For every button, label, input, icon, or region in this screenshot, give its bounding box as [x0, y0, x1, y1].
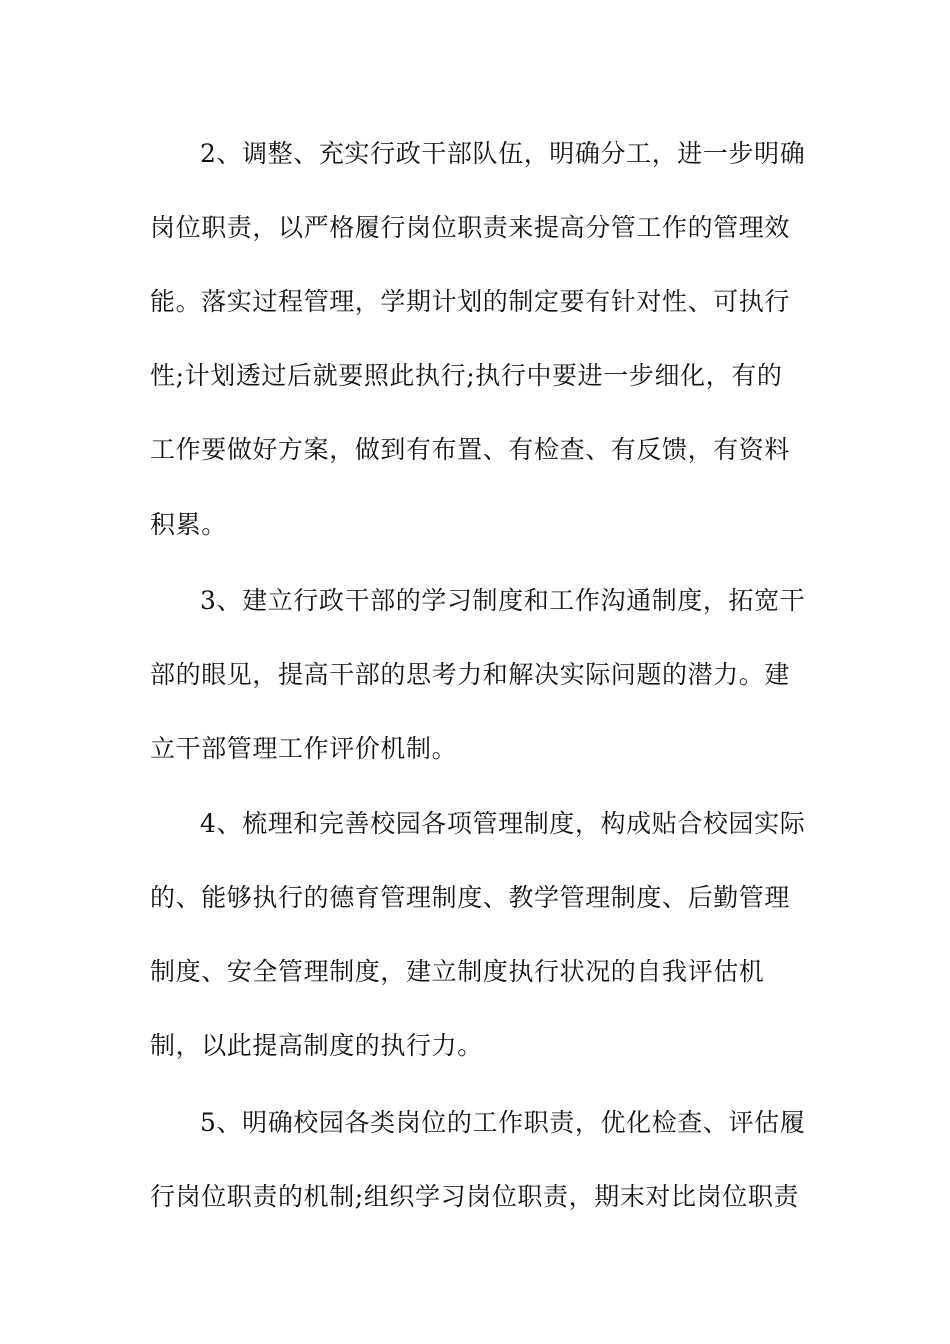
paragraph-2-line-6: 积累。 [150, 510, 227, 539]
paragraph-3-line-3: 立干部管理工作评价机制。 [150, 734, 458, 763]
paragraph-4-line-3: 制度、安全管理制度，建立制度执行状况的自我评估机 [150, 957, 765, 986]
paragraph-3-line-1: 3、建立行政干部的学习制度和工作沟通制度，拓宽干 [200, 586, 806, 615]
paragraph-4-line-4: 制，以此提高制度的执行力。 [150, 1031, 483, 1060]
paragraph-2-line-5: 工作要做好方案，做到有布置、有检查、有反馈，有资料 [150, 435, 791, 464]
paragraph-5-line-1: 5、明确校园各类岗位的工作职责，优化检查、评估履 [200, 1108, 806, 1137]
paragraph-2-line-1: 2、调整、充实行政干部队伍，明确分工，进一步明确 [200, 139, 806, 168]
paragraph-4-line-1: 4、梳理和完善校园各项管理制度，构成贴合校园实际 [200, 809, 806, 838]
paragraph-3-line-2: 部的眼见，提高干部的思考力和解决实际问题的潜力。建 [150, 660, 791, 689]
paragraph-5-line-2: 行岗位职责的机制;组织学习岗位职责，期末对比岗位职责 [150, 1182, 800, 1211]
paragraph-2-line-2: 岗位职责，以严格履行岗位职责来提高分管工作的管理效 [150, 213, 791, 242]
paragraph-2-line-3: 能。落实过程管理，学期计划的制定要有针对性、可执行 [150, 287, 791, 316]
paragraph-4-line-2: 的、能够执行的德育管理制度、教学管理制度、后勤管理 [150, 883, 791, 912]
paragraph-2-line-4: 性;计划透过后就要照此执行;执行中要进一步细化，有的 [150, 361, 783, 390]
